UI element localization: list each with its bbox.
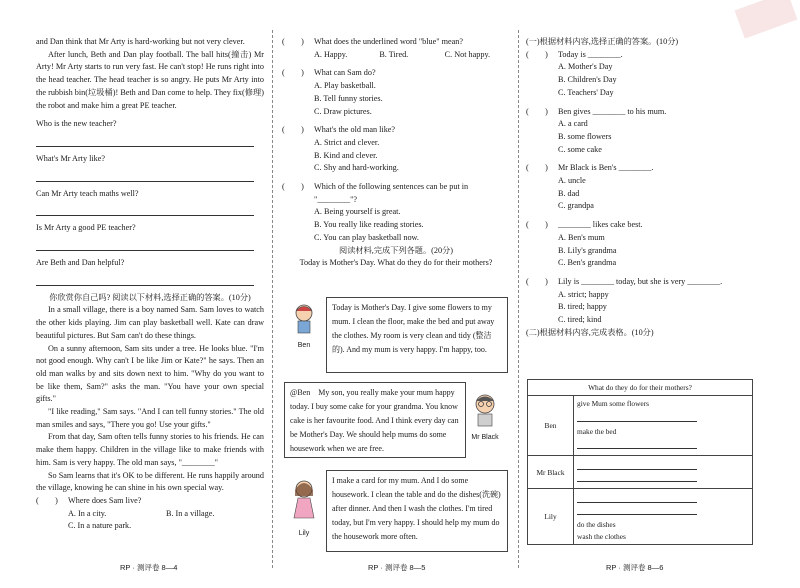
question-text: Which of the following sentences can be put in "________"? xyxy=(314,182,469,204)
option-b: B. some flowers xyxy=(558,131,612,141)
answer-bracket[interactable]: ( ) xyxy=(282,68,304,78)
question: Are Beth and Dan helpful? xyxy=(36,258,125,268)
mc-question xyxy=(526,106,762,119)
mr-black-label: Mr Black xyxy=(471,433,499,441)
story-paragraph: In a small village, there is a boy named Sam. Sam loves to watch the other kids playing. Jim can play basketball well. Kate can draw beautiful pictures. But Sam can't do these things. xyxy=(36,305,264,340)
option-b: B. Children's Day xyxy=(558,75,617,85)
story-paragraph: "I like reading," Sam says. "And I can tell funny stories." The old man smiles and says, "There you go! Use your gifts." xyxy=(36,407,264,429)
option-b: B. Lily's grandma xyxy=(558,245,617,255)
column-right xyxy=(526,36,762,339)
table-row-label: Ben xyxy=(528,396,574,456)
option-a: A. Strict and clever. xyxy=(314,137,380,147)
ben-text-box: Today is Mother's Day. I give some flowers to my mum. I clean the floor, make the bed and put away the clothes. My room is very clean and tidy (整洁的). And my mum is very happy. I'm happy, too. xyxy=(326,297,508,373)
option-c: C. In a nature park. xyxy=(68,521,132,531)
options-row xyxy=(282,49,510,62)
option-a: A. uncle xyxy=(558,176,586,186)
table-blank[interactable] xyxy=(577,495,697,503)
answer-bracket[interactable]: ( ) xyxy=(282,182,304,192)
option-a: A. a card xyxy=(558,119,588,129)
mc-question xyxy=(282,36,510,49)
question-text: Ben gives ________ to his mum. xyxy=(558,106,667,116)
corner-stamp xyxy=(735,0,798,39)
question-text: Mr Black is Ben's ________. xyxy=(558,163,654,173)
option-c: C. tired; kind xyxy=(558,315,602,325)
table-item: give Mum some flowers xyxy=(577,399,650,409)
question: Who is the new teacher? xyxy=(36,119,117,129)
table-item: do the dishes xyxy=(577,520,616,530)
option-c: C. Not happy. xyxy=(444,49,491,59)
page-footer: RP · 测评卷 8—4 xyxy=(120,563,178,572)
question-text: What's the old man like? xyxy=(314,125,396,135)
answer-line[interactable] xyxy=(36,241,254,251)
mc-question xyxy=(526,276,762,289)
mc-question xyxy=(526,49,762,62)
mc-question xyxy=(36,495,264,508)
question-text: Where does Sam live? xyxy=(68,495,142,505)
question-text: Lily is ________ today, but she is very ________. xyxy=(558,276,723,286)
table-header: What do they do for their mothers? xyxy=(528,380,753,396)
option-c: C. You can play basketball now. xyxy=(314,232,419,242)
table-item: wash the clothes xyxy=(577,531,626,541)
column-divider xyxy=(272,30,273,568)
option-b: B. tired; happy xyxy=(558,302,607,312)
option-a: A. In a city. xyxy=(68,508,107,518)
section-title: 阅读材料,完成下列各题。(20分) xyxy=(339,245,453,255)
option-a: A. strict; happy xyxy=(558,289,609,299)
option-a: A. Mother's Day xyxy=(558,62,613,72)
answer-bracket[interactable]: ( ) xyxy=(282,37,304,46)
story-paragraph: So Sam learns that it's OK to be different. He runs happily around the village, knowing he can shine in his own special way. xyxy=(36,470,264,493)
boy-icon xyxy=(290,302,318,336)
page-footer: RP · 测评卷 8—6 xyxy=(606,563,664,572)
answer-bracket[interactable]: ( ) xyxy=(282,125,304,135)
mc-question xyxy=(282,181,510,206)
answer-line[interactable] xyxy=(36,137,254,147)
table-row-label: Lily xyxy=(528,489,574,545)
lily-avatar xyxy=(290,478,318,540)
answer-bracket[interactable]: ( ) xyxy=(526,276,548,286)
column-left xyxy=(36,36,264,533)
story-paragraph: On a sunny afternoon, Sam sits under a tree. He looks blue. "I'm not good enough. Why can't I be like Jim or Kate?" he says. Then an old man walks by and sits down next to him. "Why do you want to be like them, Sam?" asks the man. "You have your own special gifts." xyxy=(36,343,264,404)
section-title: (二)根据材料内容,完成表格。(10分) xyxy=(526,327,654,337)
question-text: ________ likes cake best. xyxy=(558,220,643,230)
table-blank[interactable] xyxy=(577,441,697,449)
mr-black-avatar xyxy=(470,392,500,444)
table-cell xyxy=(574,489,753,545)
answer-table xyxy=(527,379,753,545)
lily-text-box: I make a card for my mum. And I do some housework. I clean the table and do the dishes(洗碗) after dinner. And then I wash the clothes. I'm tired today, but I'm very happy. I should help my mum do the housework more often. xyxy=(326,470,508,552)
table-blank[interactable] xyxy=(577,474,697,482)
option-b: B. Tired. xyxy=(379,49,409,59)
answer-line[interactable] xyxy=(36,172,254,182)
question-text: What can Sam do? xyxy=(314,68,376,78)
question-text: What does the underlined word "blue" mean? xyxy=(314,37,464,46)
option-b: B. In a village. xyxy=(166,508,215,518)
option-b: B. Kind and clever. xyxy=(314,150,378,160)
table-blank[interactable] xyxy=(577,507,697,515)
option-b: B. Tell funny stories. xyxy=(314,93,383,103)
ben-avatar xyxy=(290,302,318,352)
answer-line[interactable] xyxy=(36,206,254,216)
mc-question xyxy=(526,162,762,175)
option-c: C. Ben's grandma xyxy=(558,258,617,268)
girl-icon xyxy=(290,478,318,524)
mc-question xyxy=(282,67,510,80)
answer-line[interactable] xyxy=(36,276,254,286)
passage-paragraph: After lunch, Beth and Dan play football. The ball hits(撞击) Mr Arty! Mr Arty starts to run very fast. He can't stop! He runs right into the head teacher. The head teacher is so angry. He puts Mr Arty into the rubbish bin(垃圾桶)! Beth and Dan come to help. They fix(修理) the robot and make him a great PE teacher. xyxy=(36,49,264,110)
table-blank[interactable] xyxy=(577,462,697,470)
mr-black-text-box: @Ben My son, you really make your mum happy today. I buy some cake for your grandma. You know cake is her favourite food. And I think every day can be Mother's Day. We should help mums do some housework when we are free. xyxy=(284,382,466,458)
ben-label: Ben xyxy=(297,341,311,349)
option-a: A. Ben's mum xyxy=(558,232,605,242)
question: Can Mr Arty teach maths well? xyxy=(36,188,139,198)
options-row xyxy=(36,508,264,521)
mc-question xyxy=(526,219,762,232)
option-c: C. some cake xyxy=(558,144,602,154)
table-item: make the bed xyxy=(577,426,617,436)
option-a: A. Being yourself is great. xyxy=(314,207,401,217)
section-subtitle: Today is Mother's Day. What do they do for their mothers? xyxy=(299,258,493,268)
man-icon xyxy=(470,392,500,428)
option-a: A. Happy. xyxy=(314,49,348,59)
option-c: C. Draw pictures. xyxy=(314,106,372,116)
table-cell xyxy=(574,396,753,456)
table-cell xyxy=(574,456,753,489)
answer-bracket[interactable]: ( ) xyxy=(526,106,548,116)
column-divider xyxy=(518,30,519,568)
lily-label: Lily xyxy=(298,529,310,537)
section-title: 你欣赏你自己吗? 阅读以下材料,选择正确的答案。(10分) xyxy=(49,292,251,302)
page-footer: RP · 测评卷 8—5 xyxy=(368,563,426,572)
passage-line: and Dan think that Mr Arty is hard-working but not very clever. xyxy=(36,37,245,46)
option-c: C. Teachers' Day xyxy=(558,87,614,97)
option-b: B. You really like reading stories. xyxy=(314,220,424,230)
section-title: (一)根据材料内容,选择正确的答案。(10分) xyxy=(526,37,679,46)
option-c: C. grandpa xyxy=(558,201,594,211)
table-row-label: Mr Black xyxy=(528,456,574,489)
mc-question xyxy=(282,124,510,137)
option-a: A. Play basketball. xyxy=(314,81,376,91)
option-c: C. Shy and hard-working. xyxy=(314,163,399,173)
table-blank[interactable] xyxy=(577,414,697,422)
column-middle xyxy=(282,36,510,270)
answer-bracket[interactable]: ( ) xyxy=(526,163,548,173)
question-text: Today is ________. xyxy=(558,49,623,59)
answer-bracket[interactable]: ( ) xyxy=(526,220,548,230)
option-b: B. dad xyxy=(558,188,580,198)
answer-bracket[interactable]: ( ) xyxy=(526,49,548,59)
question: What's Mr Arty like? xyxy=(36,153,106,163)
story-paragraph: From that day, Sam often tells funny stories to his friends. He can make them happy. Children in the village like to make friends with him. Sam is very happy. The old man says, "________" xyxy=(36,432,264,467)
question: Is Mr Arty a good PE teacher? xyxy=(36,223,136,233)
answer-bracket[interactable]: ( ) xyxy=(36,495,58,505)
